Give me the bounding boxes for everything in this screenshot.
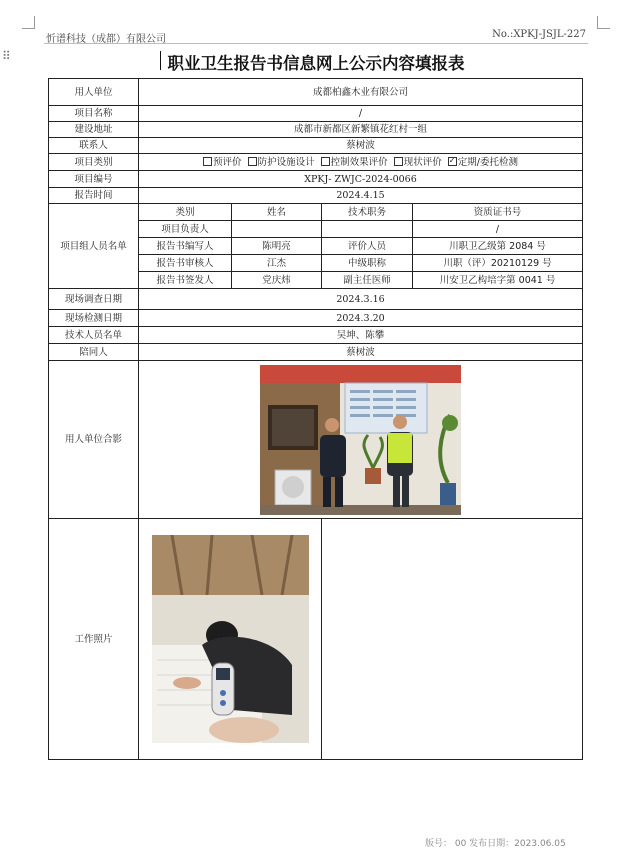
category-options <box>139 154 583 171</box>
table-move-handle-icon[interactable]: ⠿ <box>2 49 10 63</box>
category-option-periodic-testing[interactable]: ✓ 定期/委托检测 <box>448 157 518 168</box>
report-time-value[interactable]: 2024.4.15 <box>139 188 583 204</box>
team-certificate[interactable]: / <box>413 221 583 238</box>
team-header-certificate: 资质证书号 <box>413 204 583 221</box>
work-photo-image <box>152 535 309 743</box>
row-contact <box>49 138 583 154</box>
escort-value[interactable]: 蔡树波 <box>139 344 583 361</box>
row-test-date <box>49 310 583 327</box>
row-category <box>49 154 583 171</box>
row-employer <box>49 79 583 106</box>
team-title[interactable] <box>322 221 413 238</box>
survey-date-value[interactable]: 2024.3.16 <box>139 289 583 310</box>
crop-mark-top-right <box>597 16 610 29</box>
team-name[interactable]: 党庆炜 <box>232 272 322 289</box>
test-date-value[interactable]: 2024.3.20 <box>139 310 583 327</box>
crop-mark-top-left <box>22 16 35 29</box>
checkbox-icon <box>248 157 257 166</box>
work-photo-cell <box>139 519 322 760</box>
team-header-category: 类别 <box>139 204 232 221</box>
header-company: 忻谱科技（成都）有限公司 <box>46 34 166 45</box>
row-project-number <box>49 171 583 188</box>
employer-label: 用人单位 <box>49 79 139 106</box>
row-team-header <box>49 204 583 221</box>
category-label: 项目类别 <box>49 154 139 171</box>
group-photo-image <box>260 365 461 515</box>
text-cursor <box>160 51 161 70</box>
tech-staff-value[interactable]: 吴坤、陈攀 <box>139 327 583 344</box>
survey-date-label: 现场调查日期 <box>49 289 139 310</box>
group-photo-label: 用人单位合影 <box>49 361 139 519</box>
team-name[interactable]: 陈明亮 <box>232 238 322 255</box>
team-certificate[interactable]: 川职（评）20210129 号 <box>413 255 583 272</box>
row-survey-date <box>49 289 583 310</box>
checked-checkbox-icon <box>448 157 457 166</box>
team-certificate[interactable]: 川安卫乙构培字第 0041 号 <box>413 272 583 289</box>
team-title[interactable]: 中级职称 <box>322 255 413 272</box>
address-label: 建设地址 <box>49 122 139 138</box>
team-title[interactable]: 副主任医师 <box>322 272 413 289</box>
team-role: 报告书签发人 <box>139 272 232 289</box>
team-header-title: 技术职务 <box>322 204 413 221</box>
category-option-protection-design[interactable]: 防护设施设计 <box>248 157 315 168</box>
team-name[interactable] <box>232 221 322 238</box>
team-certificate[interactable]: 川职卫乙级第 2084 号 <box>413 238 583 255</box>
category-option-control-effect[interactable]: 控制效果评价 <box>321 157 388 168</box>
row-tech-staff <box>49 327 583 344</box>
row-group-photo <box>49 361 583 519</box>
project-number-value[interactable]: XPKJ- ZWJC-2024-0066 <box>139 171 583 188</box>
work-photo-empty-cell[interactable] <box>322 519 583 760</box>
row-work-photo <box>49 519 583 760</box>
disclosure-form-table <box>48 78 583 760</box>
group-photo[interactable] <box>260 365 461 515</box>
team-label: 项目组人员名单 <box>49 204 139 289</box>
group-photo-cell <box>139 361 583 519</box>
category-option-pre-assessment[interactable]: 预评价 <box>203 157 242 168</box>
row-address <box>49 122 583 138</box>
escort-label: 陪同人 <box>49 344 139 361</box>
team-header-name: 姓名 <box>232 204 322 221</box>
category-option-status-assessment[interactable]: 现状评价 <box>394 157 442 168</box>
contact-value[interactable]: 蔡树波 <box>139 138 583 154</box>
checkbox-icon <box>321 157 330 166</box>
row-report-time <box>49 188 583 204</box>
team-role: 报告书审核人 <box>139 255 232 272</box>
contact-label: 联系人 <box>49 138 139 154</box>
project-number-label: 项目编号 <box>49 171 139 188</box>
project-name-label: 项目名称 <box>49 106 139 122</box>
work-photo-label: 工作照片 <box>49 519 139 760</box>
checkbox-icon <box>394 157 403 166</box>
address-value[interactable]: 成都市新都区新繁镇花红村一组 <box>139 122 583 138</box>
tech-staff-label: 技术人员名单 <box>49 327 139 344</box>
checkbox-icon <box>203 157 212 166</box>
header-rule <box>44 43 588 44</box>
test-date-label: 现场检测日期 <box>49 310 139 327</box>
row-escort <box>49 344 583 361</box>
work-photo[interactable] <box>152 535 309 743</box>
employer-value[interactable]: 成都柏鑫木业有限公司 <box>139 79 583 106</box>
team-name[interactable]: 江杰 <box>232 255 322 272</box>
footer-version: 版号： 00 发布日期：2023.06.05 <box>425 839 566 849</box>
team-role: 报告书编写人 <box>139 238 232 255</box>
header-doc-number: No.:XPKJ-JSJL-227 <box>492 29 586 40</box>
team-role: 项目负责人 <box>139 221 232 238</box>
report-time-label: 报告时间 <box>49 188 139 204</box>
project-name-value[interactable]: / <box>139 106 583 122</box>
page-title: 职业卫生报告书信息网上公示内容填报表 <box>167 54 465 73</box>
row-project-name <box>49 106 583 122</box>
team-title[interactable]: 评价人员 <box>322 238 413 255</box>
